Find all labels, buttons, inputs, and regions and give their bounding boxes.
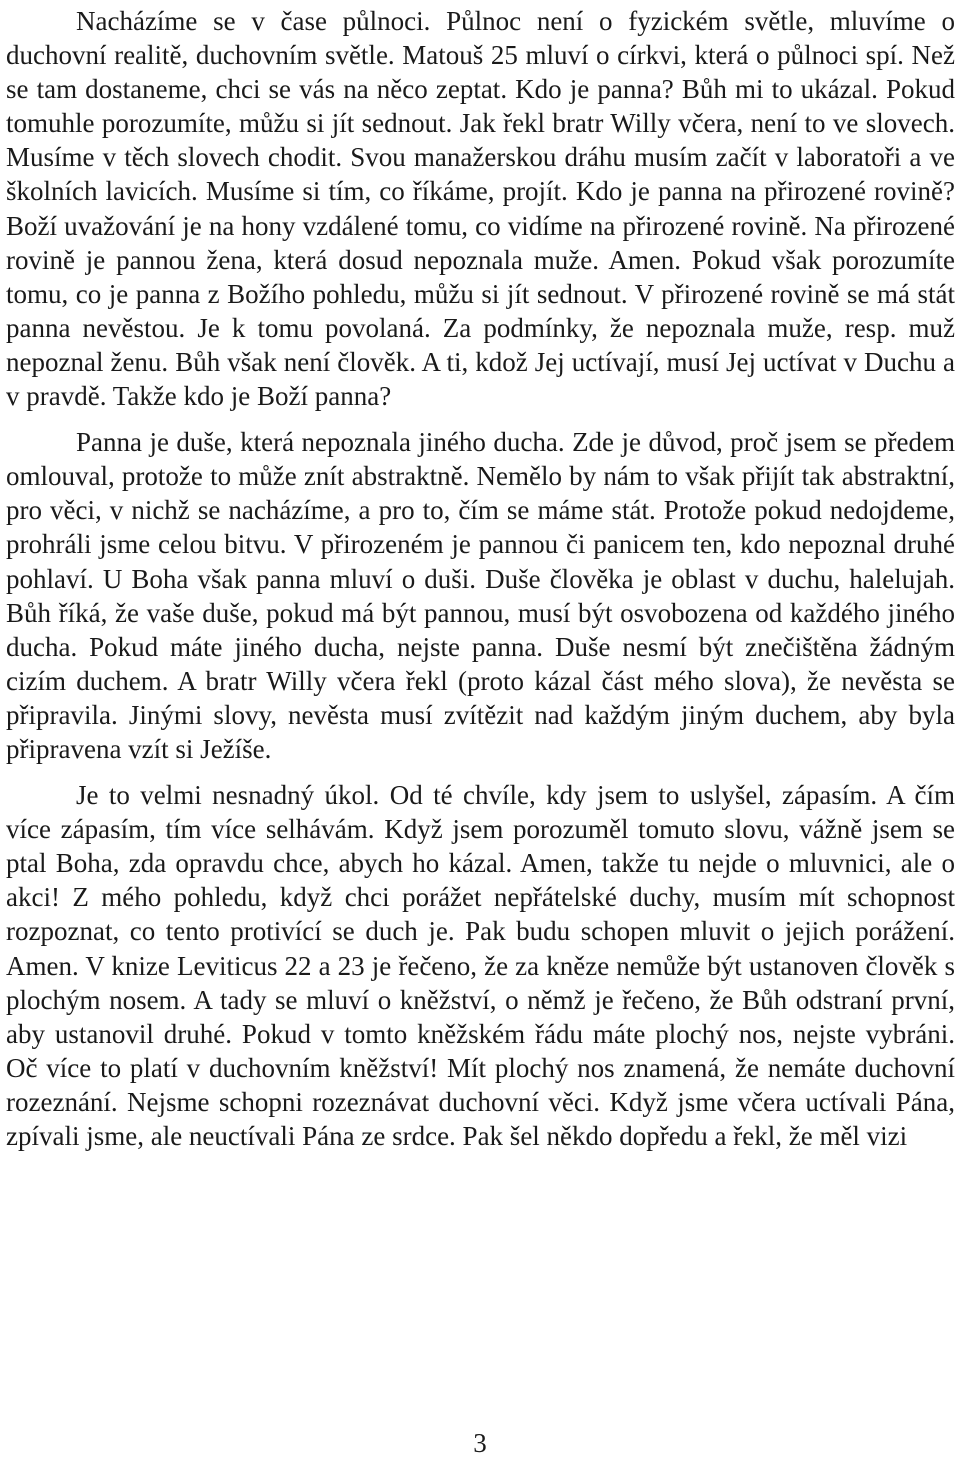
paragraph-2: Panna je duše, která nepoznala jiného ducha. Zde je důvod, proč jsem se předem omlouval, protože to může znít abstraktně. Nemělo by nám to však přijít tak abstraktní, pro věci, v nichž se nacházíme, a pro to, čím se máme stát. Protože pokud nedojdeme, prohráli jsme celou bitvu. V přirozeném je pannou či panicem ten, kdo nepoznal druhé pohlaví. U Boha však panna mluví o duši. Duše člověka je oblast v duchu, halelujah. Bůh říká, že vaše duše, pokud má být pannou, musí být osvobozena od každého jiného ducha. Pokud máte jiného ducha, nejste panna. Duše nesmí být znečištěna žádným cizím duchem. A bratr Willy včera řekl (proto kázal část mého slova), že nevěsta se připravila. Jinými slovy, nevěsta musí zvítězit nad každým jiným duchem, aby byla připravena vzít si Ježíše. [6,427,955,764]
page-number: 3 [473,1428,487,1458]
paragraph-3: Je to velmi nesnadný úkol. Od té chvíle, kdy jsem to uslyšel, zápasím. A čím více zápasím, tím více selhávám. Když jsem porozuměl tomuto slovu, vážně jsem se ptal Boha, zda opravdu chce, abych ho kázal. Amen, takže tu nejde o mluvnici, ale o akci! Z mého pohledu, když chci porážet nepřátelské duchy, musím mít schopnost rozpoznat, co tento protivící se duch je. Pak budu schopen mluvit o jejich porážení. Amen. V knize Leviticus 22 a 23 je řečeno, že za kněze nemůže být ustanoven člověk s plochým nosem. A tady se mluví o kněžství, o němž je řečeno, že Bůh odstraní první, aby ustanovil druhé. Pokud v tomto kněžském řádu máte plochý nos, nejste vybráni. Oč více to platí v duchovním kněžství! Mít plochý nos znamená, že nemáte duchovní rozeznání. Nejsme schopni rozeznávat duchovní věci. Když jsme včera uctívali Pána, zpívali jsme, ale neuctívali Pána ze srdce. Pak šel někdo dopředu a řekl, že měl vizi [6,780,955,1151]
paragraph-1: Nacházíme se v čase půlnoci. Půlnoc není o fyzickém světle, mluvíme o duchovní realitě, duchovním světle. Matouš 25 mluví o církvi, která o půlnoci spí. Než se tam dostaneme, chci se vás na něco zeptat. Kdo je panna? Bůh mi to ukázal. Pokud tomuhle porozumíte, můžu si jít sednout. Jak řekl bratr Willy včera, není to ve slovech. Musíme v těch slovech chodit. Svou manažerskou dráhu musím začít v laboratoři a ve školních lavicích. Musíme si tím, co říkáme, projít. Kdo je panna na přirozené rovině? Boží uvažování je na hony vzdálené tomu, co vidíme na přirozené rovině. Na přirozené rovině je pannou žena, která dosud nepoznala muže. Amen. Pokud však porozumíte tomu, co je panna z Božího pohledu, můžu si jít sednout. V přirozené rovině se má stát panna nevěstou. Je k tomu povolaná. Za podmínky, že nepoznala muže, resp. muž nepoznal ženu. Bůh však není člověk. A ti, kdož Jej uctívají, musí Jej uctívat v Duchu a v pravdě. Takže kdo je Boží panna? [6,6,955,412]
document-page [6,4,955,1165]
